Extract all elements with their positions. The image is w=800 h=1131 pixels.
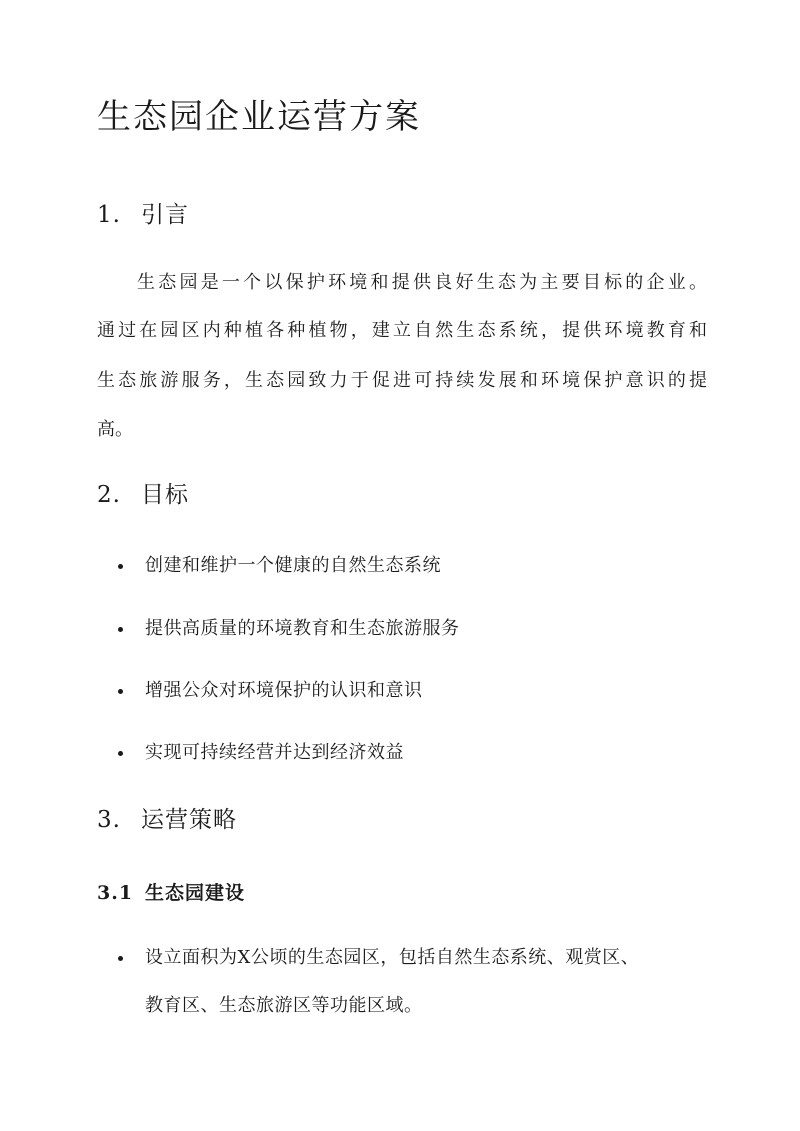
goal-text: 增强公众对环境保护的认识和意识 (145, 680, 423, 701)
section-number: 2. (97, 482, 121, 508)
section-title: 目标 (141, 482, 189, 508)
goal-text: 提供高质量的环境教育和生态旅游服务 (145, 618, 460, 639)
section-title: 引言 (141, 202, 189, 228)
section-number: 1. (97, 202, 121, 228)
subsection-number: 3.1 (97, 882, 134, 904)
section-heading-goals (97, 478, 189, 512)
section-title: 运营策略 (141, 807, 237, 833)
intro-paragraph-line: 高。 (97, 419, 133, 440)
intro-paragraph-line: 通过在园区内种植各种植物，建立自然生态系统，提供环境教育和 (97, 320, 707, 341)
bullet-icon (118, 956, 123, 961)
subsection-heading-construction (97, 879, 245, 907)
goal-text: 创建和维护一个健康的自然生态系统 (145, 555, 441, 576)
bullet-icon (118, 564, 123, 569)
section-heading-intro (97, 198, 189, 232)
section-number: 3. (97, 807, 121, 833)
document-title: 生态园企业运营方案 (97, 97, 421, 137)
subsection-title: 生态园建设 (145, 882, 246, 904)
construction-text-continuation: 教育区、生态旅游区等功能区域。 (145, 995, 423, 1016)
goal-text: 实现可持续经营并达到经济效益 (145, 742, 404, 763)
intro-paragraph-line: 生态园是一个以保护环境和提供良好生态为主要目标的企业。 (137, 272, 707, 293)
section-heading-strategy (97, 803, 237, 837)
intro-paragraph-line: 生态旅游服务，生态园致力于促进可持续发展和环境保护意识的提 (97, 370, 707, 391)
bullet-icon (118, 689, 123, 694)
bullet-icon (118, 751, 123, 756)
bullet-icon (118, 627, 123, 632)
construction-text: 设立面积为X公顷的生态园区，包括自然生态系统、观赏区、 (145, 947, 640, 968)
